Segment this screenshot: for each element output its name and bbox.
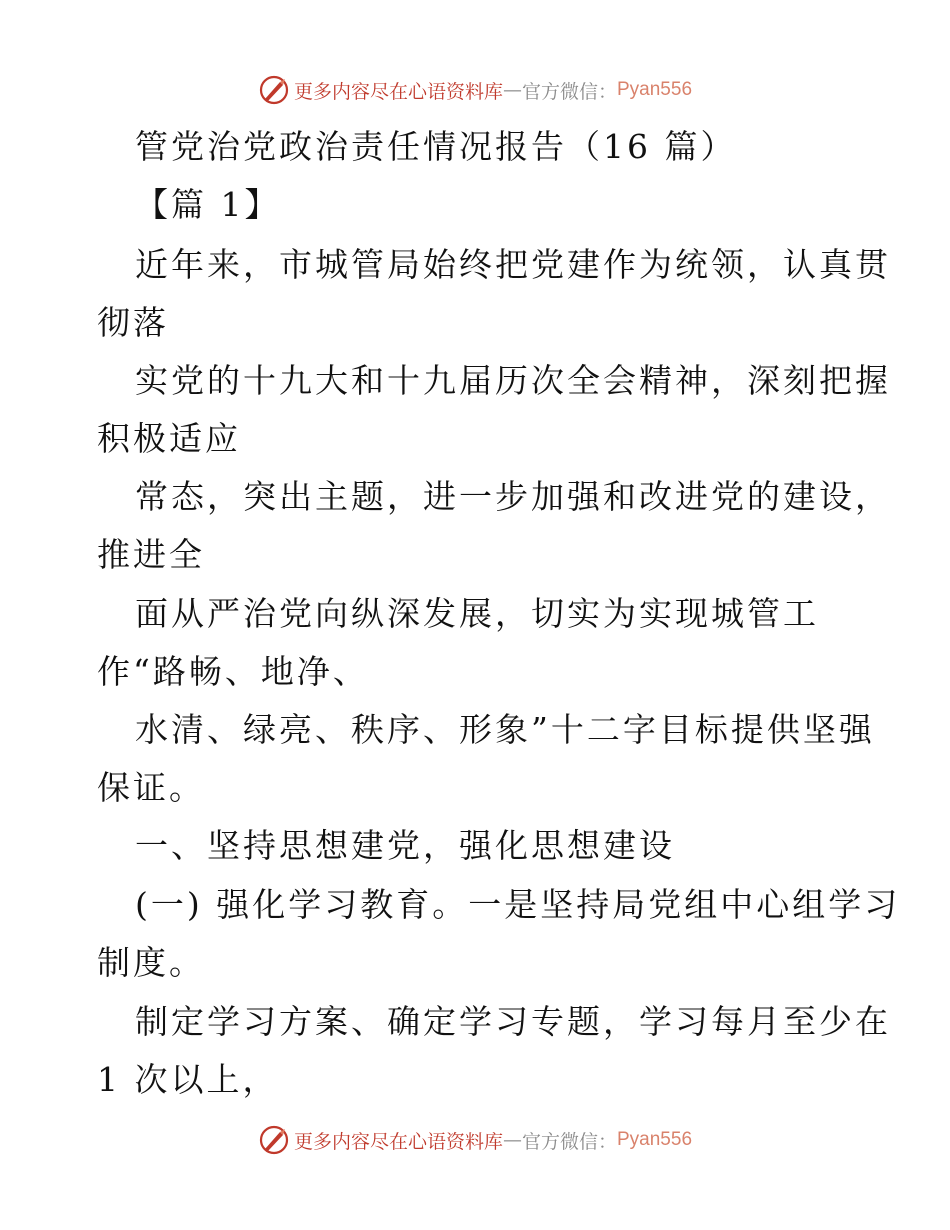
document-title: 管党治党政治责任情况报告（16 篇） (135, 127, 737, 166)
paragraph-line: 作“路畅、地净、 (97, 652, 369, 691)
quill-pen-circle-icon (258, 74, 290, 106)
watermark-official-label: 官方微信： (521, 1130, 617, 1153)
subsection-heading: 一、坚持思想建党，强化思想建设 (135, 826, 675, 865)
paragraph-line: 积极适应 (97, 419, 241, 458)
paragraph-line: 制定学习方案、确定学习专题，学习每月至少在 (135, 1002, 891, 1041)
paragraph-line: 彻落 (97, 303, 169, 342)
watermark-dash: — (502, 79, 522, 101)
watermark-footer (0, 1120, 950, 1160)
watermark-dash: — (502, 1129, 522, 1151)
watermark-header (0, 70, 950, 110)
paragraph-line: (一) 强化学习教育。一是坚持局党组中心组学习 (135, 885, 901, 924)
paragraph-line: 制度。 (97, 943, 205, 982)
paragraph-line: 面从严治党向纵深发展，切实为实现城管工 (135, 594, 819, 633)
quill-pen-circle-icon (258, 1124, 290, 1156)
watermark-text: 更多内容尽在心语资料库 (293, 80, 503, 103)
paragraph-line: 水清、绿亮、秩序、形象”十二字目标提供坚强 (135, 710, 875, 749)
paragraph-line: 实党的十九大和十九届历次全会精神，深刻把握 (135, 361, 891, 400)
watermark-official-label: 官方微信： (521, 80, 617, 103)
watermark-text: 更多内容尽在心语资料库 (293, 1130, 503, 1153)
paragraph-line: 常态，突出主题，进一步加强和改进党的建设， (135, 477, 891, 516)
paragraph-line: 近年来，市城管局始终把党建作为统领，认真贯 (135, 245, 891, 284)
paragraph-line: 1 次以上， (97, 1060, 279, 1099)
section-heading: 【篇 1】 (135, 185, 281, 224)
watermark-wechat-id: Pyan556 (617, 1129, 693, 1150)
watermark-wechat-id: Pyan556 (617, 79, 693, 100)
paragraph-line: 推进全 (97, 535, 205, 574)
paragraph-line: 保证。 (97, 768, 205, 807)
